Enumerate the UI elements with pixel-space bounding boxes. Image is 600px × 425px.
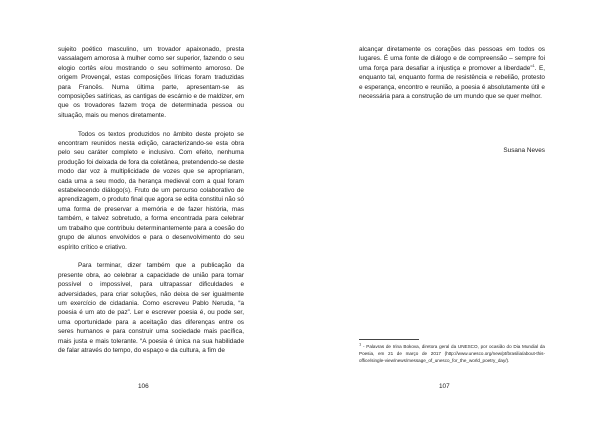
- page-number-left: 106: [138, 383, 149, 390]
- footnote-divider: [359, 339, 419, 340]
- footnote-number: 1: [359, 341, 362, 347]
- quote-text: alcançar diretamente os corações das pessoas em todos os lugares. É uma fonte de diálogo e de compreensão – sempre foi uma força para desafiar a injustiça e promover a liberdade”: [359, 46, 545, 72]
- footnote: [359, 343, 545, 364]
- paragraph-poetry-quote: [359, 45, 545, 101]
- left-page-body: [58, 45, 244, 355]
- footnote-text: - Palavras de Irina Bokova, diretora geral da UNESCO, por ocasião do Dia Mundial da Poesia, em 21 de março de 2017 (http://www.unesco.org/new/pt/brasilia/about-this-office/single-view/news/message_of_unesco_for_the_world_poetry_day/).: [359, 344, 545, 363]
- page-number-right: 107: [439, 383, 450, 390]
- paragraph-closing-remarks: Para terminar, dizer também que a publicação da presente obra, ao celebrar a capacidade de união para tornar possível o impossível, para ultrapassar dificuldades e adversidades, para criar soluções, não deixa de ser igualmente um exercício de cidadania. Como escreveu Pablo Neruda, “a poesia é um ato de paz”. Ler e escrever poesia é, ou pode ser, uma oportunidade para a aceitação das diferenças entre os seres humanos e para construir uma sociedade mais pacífica, mais justa e mais tolerante. “A poesia é única na sua habilidade de falar através do tempo, do espaço e da cultura, a fim de: [58, 262, 244, 354]
- quote-continuation: . E, enquanto tal, enquanto forma de resistência e rebelião, protesto e esperança, encontro e reunião, a poesia é absolutamente útil e necessária para a construção de um mundo que se quer melhor.: [359, 64, 545, 101]
- footnote-marker: 1: [532, 62, 535, 68]
- paragraph-edition-texts: Todos os textos produzidos no âmbito deste projeto se encontram reunidos nesta edição, caracterizando-se esta obra pelo seu caráter completo e inclusivo. Com efeito, nenhuma produção foi deixada de fora da coletânea, pretendendo-se deste modo dar voz à multiplicidade de vozes que se apropriaram, cada uma a seu modo, da herança medieval com a qual foram estabelecendo diálogo(s). Fruto de um percurso colaborativo de aprendizagem, o produto final que agora se edita constitui não só uma forma de preservar a memória e de fazer história, mas também, e talvez sobretudo, a forma encontrada para celebrar um trabalho que contribuiu determinantemente para a coesão do grupo de alunos envolvidos e para o desenvolvimento do seu espírito crítico e criativo.: [58, 130, 244, 251]
- right-page-body: [359, 45, 545, 101]
- author-signature: Susana Neves: [503, 147, 545, 154]
- paragraph-troubadour-poetry: sujeito poético masculino, um trovador apaixonado, presta vassalagem amorosa à mulher como ser superior, fazendo o seu elogio cortês e/ou mostrando o seu sofrimento amoroso. De origem Provençal, estas composições líricas foram traduzidas para Francês. Numa última parte, apresentam-se as composições satíricas, as cantigas de escárnio e de maldizer, em que os trovadores fazem troça de determinada pessoa ou situação, mais ou menos diretamente.: [58, 46, 244, 119]
